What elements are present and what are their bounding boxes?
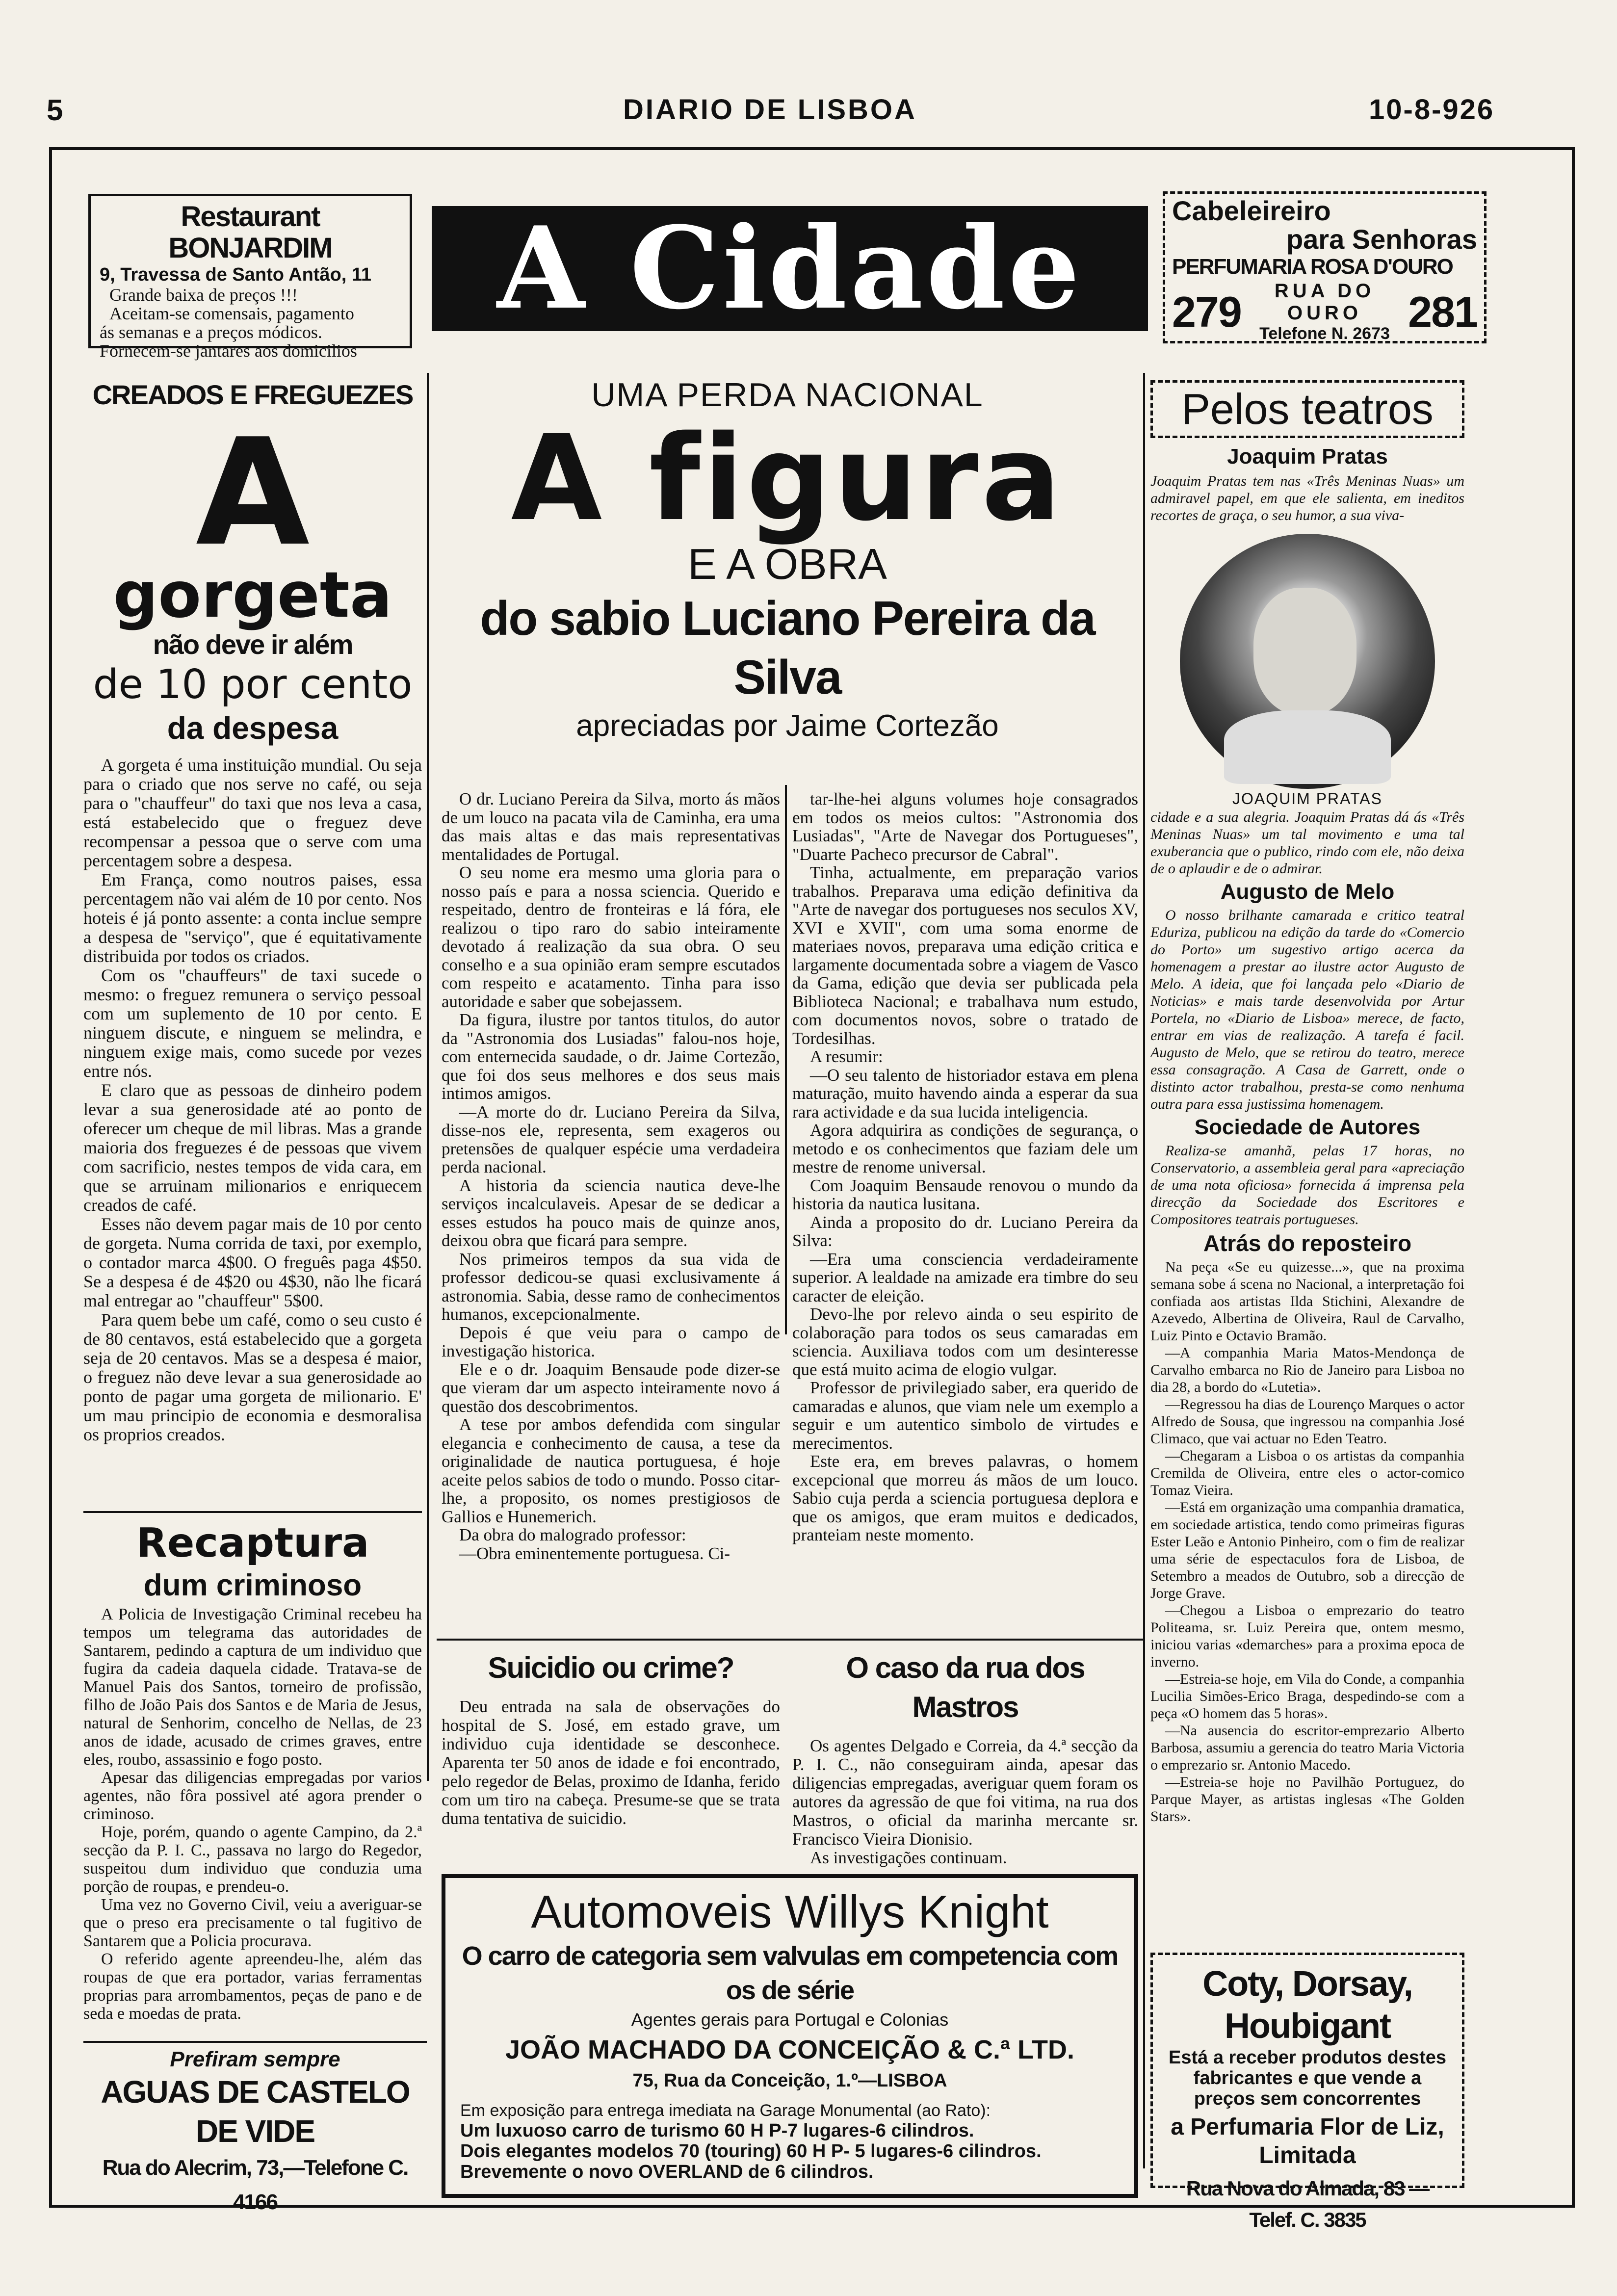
paragraph: Deu entrada na sala de observações do hospital de S. José, em estado grave, um individuo cuja identidade se desconhece. Aparenta ter 50 anos de idade e foi encontrado, pelo regedor de Belas, proximo de Idanha, ferido com um tiro na cabeça. Presume-se que se trata duma tentativa de suicidio. xyxy=(442,1697,780,1828)
article-headline: Atrás do reposteiro xyxy=(1203,1230,1412,1256)
paragraph: A gorgeta é uma instituição mundial. Ou seja para o criado que nos serve no café, ou seja para o "chauffeur" do taxi que nos leva a casa, está estabelecido que o freguez deve recompensar a pessoa que o serve com uma percentagem sobre a despesa. xyxy=(83,755,422,870)
list-item: —Regressou ha dias de Lourenço Marques o actor Alfredo de Sousa, que ingressou na companhia José Climaco, que vai actuar no Eden Teatro. xyxy=(1150,1396,1464,1447)
ad-line: a Perfumaria Flor de Liz, Limitada xyxy=(1171,2114,1444,2168)
list-item: —Está em organização uma companhia dramatica, em sociedade artistica, tendo como primeiras figuras Ester Leão e Antonio Pinheiro, com o fim de realizar uma série de espectaculos fora de Lisboa, de Setembro a meados de Outubro, sob a direcção de Jorge Grave. xyxy=(1150,1499,1464,1601)
page-number: 5 xyxy=(47,94,63,127)
paragraph: Ainda a proposito do dr. Luciano Pereira da Silva: xyxy=(792,1212,1138,1250)
ad-line: Está a receber produtos destes fabricantes e que vende a preços sem concorrentes xyxy=(1169,2047,1446,2109)
paragraph: —Era uma consciencia verdadeiramente superior. A lealdade na amizade era timbre do seu caracter de eleição. xyxy=(792,1249,1138,1305)
ad-offer: Brevemente o novo OVERLAND de 6 cilindros. xyxy=(460,2162,874,2182)
article-headline: Augusto de Melo xyxy=(1220,880,1395,904)
cabeleireiro-line1: Cabeleireiro xyxy=(1172,195,1331,226)
column-rule xyxy=(1143,373,1145,2168)
paragraph: Apesar das diligencias empregadas por varios agentes, não fôra possivel até agora prender o criminoso. xyxy=(83,1769,422,1823)
section-header: Pelos teatros xyxy=(1150,380,1464,438)
news-list xyxy=(1150,1258,1464,1825)
photo-caption: JOAQUIM PRATAS xyxy=(1232,790,1382,808)
restaurant-line: Fornecem-se jantares aos domicilios xyxy=(100,341,357,361)
ad-offer: Um luxuoso carro de turismo 60 H P-7 lugares-6 cilindros. xyxy=(460,2120,974,2141)
paragraph: O nosso brilhante camarada e critico teatral Eduriza, publicou na edição da tarde do «Comercio do Porto» um sugestivo artigo acerca da homenagem a prestar ao ilustre actor Augusto de Melo. A ideia, que foi lançada pelo «Diario de Noticias» e mais tarde desenvolvida por Artur Portela, no «Diario de Lisboa» merece, de facto, entrar em vias de realização. A tarefa é facil. Augusto de Melo, que se retirou do teatro, merece essa consagração. A Casa de Garrett, onde o distinto actor trabalhou, presta-se como nenhuma outra para essa justissima homenagem. xyxy=(1150,907,1464,1112)
portrait-face xyxy=(1253,588,1356,715)
perfumaria-name: PERFUMARIA ROSA D'OURO xyxy=(1172,255,1453,279)
street-number-right: 281 xyxy=(1408,287,1477,336)
list-item: —Estreia-se hoje no Pavilhão Portuguez, do Parque Mayer, as artistas inglesas «The Golden Stars». xyxy=(1150,1774,1464,1825)
phone-number: Telefone N. 2673 xyxy=(1259,324,1390,343)
ad-address: 75, Rua da Conceição, 1.º—LISBOA xyxy=(632,2070,947,2091)
paragraph: O dr. Luciano Pereira da Silva, morto ás mãos de um louco na pacata vila de Caminha, era uma das mais altas e das mais representativas mentalidades de Portugal. xyxy=(442,789,780,864)
main-article-col2 xyxy=(792,790,1138,1544)
mastros-article xyxy=(792,1648,1138,1867)
paragraph: Com Joaquim Bensaude renovou o mundo da historia da nautica lusitana. xyxy=(792,1175,1138,1213)
paragraph: O seu nome era mesmo uma gloria para o nosso país e para a nossa sciencia. Querido e respeitado, dentro de fronteiras e lá fóra, ele realizou o tipo raro do sabio inteiramente devotado á realização da sua obra. O seu conselho e a sua opinião eram sempre escutados com respeito e acatamento. Tinha para isso autoridade e saber que sobejassem. xyxy=(442,863,780,1011)
restaurant-address: 9, Travessa de Santo Antão, 11 xyxy=(100,264,372,285)
paragraph: Para quem bebe um café, como o seu custo é de 80 centavos, está estabelecido que a gorgeta seja de 20 centavos. Mas se a despesa é maior, o freguez não deve levar a sua generosidade ao ponto de pagar uma gorgeta de milionario. E' um mau principio de economia e desmoralisa os proprios creados. xyxy=(83,1310,422,1444)
portrait-collar xyxy=(1224,710,1391,784)
article-headline: Joaquim Pratas xyxy=(1227,444,1388,469)
paragraph: cidade e a sua alegria. Joaquim Pratas dá ás «Três Meninas Nuas» um tal movimento e uma tal exuberancia que o publico, rindo com ele, não deixa de o aplaudir e de o admirar. xyxy=(1150,809,1464,877)
article-headline: Suicidio ou crime? xyxy=(488,1651,734,1684)
paragraph: E claro que as pessoas de dinheiro podem levar a sua generosidade até ao ponto de oferecer um cheque de mil libras. Mas a grande maioria dos freguezes é de pessoas que vivem com sacrificio, nestes tempos de vida cara, em que se arruinam milionarios e enriquecem creados de café. xyxy=(83,1080,422,1215)
paragraph: Professor de privilegiado saber, era querido de camaradas e alunos, que viam nele um exemplo a seguir e um autentico simbolo de virtudes e merecimentos. xyxy=(792,1378,1138,1453)
ad-title: Automoveis Willys Knight xyxy=(531,1886,1049,1937)
paragraph: Joaquim Pratas tem nas «Três Meninas Nuas» um admiravel papel, em que ele salienta, em ineditos recortes de graça, o seu humor, a sua viva- xyxy=(1150,473,1464,523)
paragraph: Da obra do malogrado professor: xyxy=(459,1525,686,1544)
theatre-column xyxy=(1150,380,1464,1825)
paragraph: Em França, como noutros paises, essa percentagem não vai além de 10 por cento. Nos hoteis é já ponto assente: a conta inclue sempre a despesa de "serviço", que é equitativamente distribuida por todos os criados. xyxy=(83,870,422,966)
restaurant-line: ás semanas e a preços módicos. xyxy=(100,322,322,342)
tip-article xyxy=(83,378,422,1444)
restaurant-line: Aceitam-se comensais, pagamento xyxy=(109,304,354,323)
ad-company: JOÃO MACHADO DA CONCEIÇÃO & C.ª LTD. xyxy=(505,2035,1074,2064)
article-subhead: do sabio Luciano Pereira da Silva xyxy=(480,591,1095,704)
paragraph: O referido agente apreendeu-lhe, além das roupas de que era portador, varias ferramentas proprias para arrombamentos, peças de pano e de seda e moedas de prata. xyxy=(83,1950,422,2023)
ad-line: Agentes gerais para Portugal e Colonias xyxy=(631,2009,949,2030)
main-article-col1 xyxy=(442,790,780,1563)
ad-offer: Em exposição para entrega imediata na Garage Monumental (ao Rato): xyxy=(460,2101,991,2120)
section-rule xyxy=(437,1639,1143,1641)
paragraph: Com os "chauffeurs" de taxi sucede o mesmo: o freguez remunera o serviço pessoal com um suplemento de 10 por cento. E ninguem discute, e ninguem se melindra, e ninguem exige mais, como sucede por vezes entre nós. xyxy=(83,965,422,1081)
article-kicker: UMA PERDA NACIONAL xyxy=(591,376,984,414)
list-item: —Na ausencia do escritor-emprezario Alberto Barbosa, assumiu a gerencia do teatro Maria Victoria o emprezario sr. Antonio Macedo. xyxy=(1150,1722,1464,1773)
article-headline: gorgeta xyxy=(113,559,392,632)
paragraph: Esses não devem pagar mais de 10 por cento de gorgeta. Numa corrida de taxi, por exemplo, o contador marca 4$00. O freguês paga 4$50. Se a despesa é de 4$20 ou 4$30, não lhe ficará mal entregar ao "chauffeur" 5$00. xyxy=(83,1214,422,1310)
article-headline: Recaptura xyxy=(136,1520,369,1566)
aguas-ad xyxy=(83,2041,427,2219)
cabeleireiro-ad xyxy=(1163,191,1487,343)
paragraph: —O seu talento de historiador estava em plena maturação, muito havendo ainda a esperar da sua rara actividade e da sua lucida inteligencia. xyxy=(792,1065,1138,1122)
paragraph: Este era, em breves palavras, o homem excepcional que morreu ás mãos de um louco. Sabio cuja perda a sciencia portuguesa deplora e que os amigos, que eram muitos e dedicados, pranteiam neste momento. xyxy=(792,1452,1138,1544)
paragraph: Agora adquirira as condições de segurança, o metodo e os conhecimentos que faziam dele um mestre de renome universal. xyxy=(792,1121,1138,1176)
street-number-left: 279 xyxy=(1172,287,1241,336)
paragraph: Uma vez no Governo Civil, veiu a averiguar-se que o preso era precisamente o tal fugitivo de Santarem que a Policia procurava. xyxy=(83,1896,422,1950)
suicidio-article xyxy=(442,1648,780,1828)
article-headline: O caso da rua dos Mastros xyxy=(846,1651,1085,1723)
paragraph: Os agentes Delgado e Correia, da 4.ª secção da P. I. C., não conseguiram ainda, apesar das diligencias empregadas, averiguar quem foram os autores da agressão de que foi vitima, na rua dos Mastros, o oficial da marinha mercante sr. Francisco Vieira Dionisio. xyxy=(792,1736,1138,1849)
restaurant-name: Restaurant BONJARDIM xyxy=(168,201,332,264)
article-kicker: CREADOS E FREGUEZES xyxy=(92,379,413,410)
article-headline: A figura xyxy=(511,410,1064,547)
street-name: RUA DO OURO xyxy=(1274,280,1375,324)
article-subhead: não deve ir além xyxy=(153,629,353,660)
article-body xyxy=(83,1605,422,2023)
ad-title: Coty, Dorsay, Houbigant xyxy=(1202,1964,1412,2046)
paragraph: Nos primeiros tempos da sua vida de professor dedicou-se quasi exclusivamente á astronomia. Sabia, desse ramo de conhecimentos humanos, excepcionalmente. xyxy=(442,1249,780,1324)
article-byline: apreciadas por Jaime Cortezão xyxy=(576,709,999,743)
paragraph: Ele e o dr. Joaquim Bensaude pode dizer-se que vieram dar um aspecto inteiramente novo á questão dos descobrimentos. xyxy=(442,1359,780,1416)
paragraph: As investigações continuam. xyxy=(810,1848,1007,1867)
paragraph: —A morte do dr. Luciano Pereira da Silva, disse-nos ele, representa, sem exageros ou pretensões de qualquer espécie uma verdadeira perda nacional. xyxy=(442,1102,780,1176)
column-rule xyxy=(427,373,429,1781)
list-item: —Chegaram a Lisboa o os artistas da companhia Cremilda de Oliveira, entre eles o actor-comico Tomaz Vieira. xyxy=(1150,1448,1464,1498)
cabeleireiro-line2: para Senhoras xyxy=(1286,224,1477,255)
paragraph: A historia da sciencia nautica deve-lhe serviços incalculaveis. Apesar de se dedicar a esses estudos ha pouco mais de quinze anos, deixou obra que ficará para sempre. xyxy=(442,1175,780,1250)
ad-line: O carro de categoria sem valvulas em competencia com os de série xyxy=(462,1941,1118,2005)
paragraph: —Obra eminentemente portuguesa. Ci- xyxy=(459,1543,730,1563)
restaurant-ad xyxy=(88,194,412,361)
recaptura-article xyxy=(83,1521,422,2023)
aguas-line1: Prefiram sempre xyxy=(170,2047,340,2071)
paragraph: Realiza-se amanhã, pelas 17 horas, no Conservatorio, a assembleia geral para «apreciação de uma nota oficiosa» fornecida á imprensa pela direcção da Sociedade dos Escritores e Compositores teatrais portugueses. xyxy=(1150,1143,1464,1227)
section-rule xyxy=(83,1511,422,1513)
article-subhead: E A OBRA xyxy=(688,540,887,588)
paragraph: Depois é que veiu para o campo de investigação historica. xyxy=(442,1323,780,1360)
article-subhead: de 10 por cento xyxy=(93,661,413,708)
paragraph: A tese por ambos defendida com singular elegancia e conhecimento de causa, a tese da originalidade de nautica portuguesa, é hoje aceite pelos sabios de todo o mundo. Posso citar-lhe, a proposito, os nomes prestigiosos de Gallios e Hunemerich. xyxy=(442,1415,780,1526)
paragraph: Hoje, porém, quando o agente Campino, da 2.ª secção da P. I. C., passava no largo do Regedor, suspeitou dum individuo que conduzia uma porção de roupas, e prendeu-o. xyxy=(83,1823,422,1896)
aguas-line3: Rua do Alecrim, 73,—Telefone C. 4166 xyxy=(102,2156,408,2214)
article-subhead: dum criminoso xyxy=(143,1568,362,1602)
list-item: Na peça «Se eu quizesse...», que na proxima semana sobe á scena no Nacional, a interpretação foi confiada aos artistas Ilda Stichini, Alexandre de Azevedo, Albertina de Oliveira, Raul de Carvalho, Luiz Pinto e Octavio Bramão. xyxy=(1150,1259,1464,1344)
list-item: —Estreia-se hoje, em Vila do Conde, a companhia Lucilia Simões-Erico Braga, despedindo-se com a peça «O homem das 5 horas». xyxy=(1150,1671,1464,1722)
masthead xyxy=(432,202,1148,335)
list-item: —Chegou a Lisboa o emprezario do teatro Politeama, sr. Luiz Pereira que, ontem mesmo, iniciou varias «demarches» para a proxima epoca de inverno. xyxy=(1150,1602,1464,1670)
coty-ad xyxy=(1150,1953,1464,2231)
main-article xyxy=(437,373,1138,746)
big-letter: A xyxy=(195,407,310,578)
paragraph: A Policia de Investigação Criminal recebeu ha tempos um telegrama das autoridades de Santarem, pedindo a captura de um individuo que fugira da cadeia daquela cidade. Tratava-se de Manuel Pais dos Santos, torneiro de profissão, filho de João Pais dos Santos e de Maria de Jesus, natural de Senhorim, concelho de Nellas, de 23 anos de idade, acusado de crimes graves, entre eles, roubo, assassinio e fogo posto. xyxy=(83,1605,422,1769)
paragraph: Da figura, ilustre por tantos titulos, do autor da "Astronomia dos Lusiadas" falou-nos hoje, com enternecida saudade, o dr. Jaime Cortezão, que foi dos seus melhores e dos seus mais intimos amigos. xyxy=(442,1010,780,1103)
article-body xyxy=(83,756,422,1444)
article-headline: Sociedade de Autores xyxy=(1194,1115,1421,1139)
restaurant-line: Grande baixa de preços !!! xyxy=(109,285,298,305)
list-item: —A companhia Maria Matos-Mendonça de Carvalho embarca no Rio de Janeiro para Lisboa no dia 28, a bordo do «Lutetia». xyxy=(1150,1345,1464,1395)
aguas-line2: AGUAS DE CASTELO DE VIDE xyxy=(101,2074,410,2149)
willys-knight-ad xyxy=(442,1874,1138,2198)
column-rule xyxy=(785,785,787,1334)
masthead-title: A Cidade xyxy=(497,202,1083,335)
article-subhead: da despesa xyxy=(167,710,339,746)
paragraph: Tinha, actualmente, em preparação varios trabalhos. Preparava uma edição definitiva da "Arte de navegar dos portugueses nos seculos XV, XVI e XVII", com uma soma enorme de materiaes novos, preparava uma edição critica e largamente documentada sobre a viagem de Vasco da Gama, edição que devia ser publicada pela Biblioteca Nacional; e trabalhava num estudo, com documentos novos, sobre o tratado de Tordesilhas. xyxy=(792,863,1138,1048)
paragraph: A resumir: xyxy=(810,1047,883,1066)
portrait-photo xyxy=(1180,534,1435,789)
paragraph: tar-lhe-hei alguns volumes hoje consagrados em todos os meios cultos: "Astronomia dos Lusiadas", "Arte de Navegar dos Portugueses", "Duarte Pacheco precursor de Cabral". xyxy=(792,789,1138,864)
ad-line: Rua Nova do Almada, 83 — Telef. C. 3835 xyxy=(1186,2177,1429,2231)
issue-date: 10-8-926 xyxy=(1369,94,1495,126)
paragraph: Devo-lhe por relevo ainda o seu espirito de colaboração para todos os seus camaradas em sciencia. Auxiliava todos com um desinteresse que está muito acima de elogio vulgar. xyxy=(792,1305,1138,1379)
ad-offer: Dois elegantes modelos 70 (touring) 60 H P- 5 lugares-6 cilindros. xyxy=(460,2141,1042,2162)
newspaper-name: DIARIO DE LISBOA xyxy=(623,94,917,126)
